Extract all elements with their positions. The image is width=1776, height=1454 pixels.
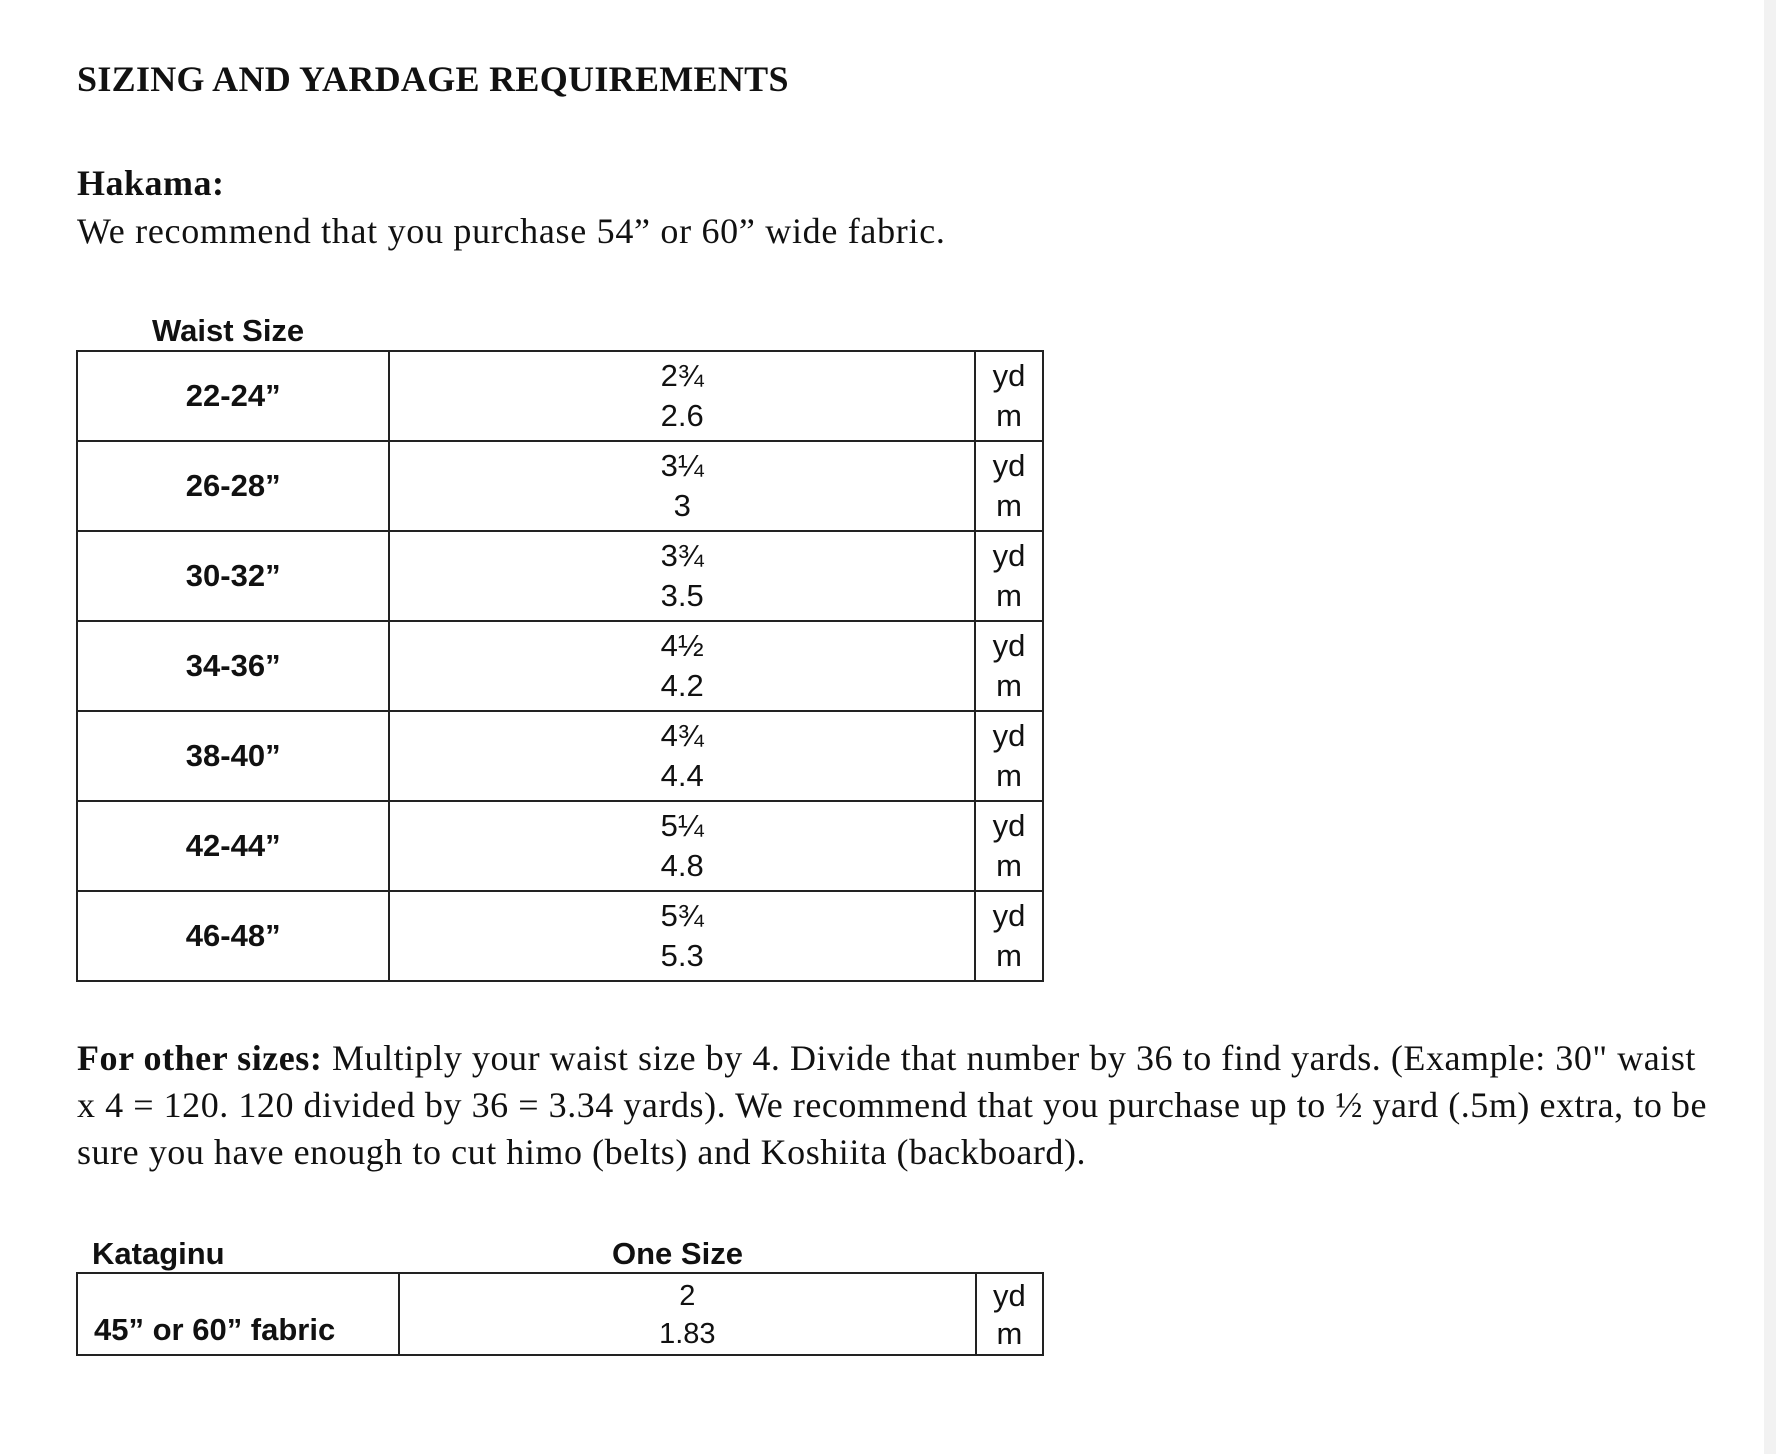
kataginu-yardage-table: [76, 1272, 1044, 1356]
waist-size-cell: 42-44”: [77, 801, 389, 891]
yd-value: 3¾: [660, 538, 704, 573]
other-sizes-text: Multiply your waist size by 4. Divide that number by 36 to find yards. (Example: 30" waist x 4 = 120. 120 divided by 36 = 3.34 yards). We recommend that you purchase up to ½ yard (.5m) extra, to be sure you have enough to cut himo (belts) and Koshiita (backboard).: [77, 1038, 1707, 1172]
yardage-value-cell: [389, 441, 975, 531]
yardage-value-cell: [389, 531, 975, 621]
other-sizes-label: For other sizes:: [77, 1038, 323, 1078]
unit-m: m: [996, 758, 1022, 793]
kataginu-value-cell: [399, 1273, 976, 1355]
yd-value: 5¼: [660, 808, 704, 843]
m-value: 2.6: [660, 398, 704, 433]
unit-cell: [975, 531, 1043, 621]
unit-m: m: [996, 848, 1022, 883]
unit-cell: [975, 621, 1043, 711]
page-title: SIZING AND YARDAGE REQUIREMENTS: [77, 59, 789, 99]
other-sizes-paragraph: [77, 1035, 1717, 1176]
m-value: 4.2: [660, 668, 704, 703]
table-row: [77, 801, 1043, 891]
waist-size-cell: 34-36”: [77, 621, 389, 711]
m-value: 3.5: [660, 578, 704, 613]
unit-cell: [975, 351, 1043, 441]
unit-yd: yd: [992, 898, 1026, 933]
unit-yd: yd: [992, 718, 1026, 753]
unit-m: m: [996, 938, 1022, 973]
hakama-heading: Hakama:: [77, 163, 225, 203]
yd-value: 4½: [660, 628, 704, 663]
unit-yd: yd: [992, 538, 1026, 573]
yd-value: 5¾: [660, 898, 704, 933]
unit-yd: yd: [992, 358, 1026, 393]
page-edge: [1764, 0, 1776, 1454]
m-value: 4.8: [660, 848, 704, 883]
table-row: [77, 531, 1043, 621]
waist-size-cell: 30-32”: [77, 531, 389, 621]
unit-yd: yd: [992, 448, 1026, 483]
yardage-value-cell: [389, 621, 975, 711]
kataginu-m-value: 1.83: [659, 1318, 716, 1350]
unit-m: m: [996, 578, 1022, 613]
table-row: [77, 351, 1043, 441]
yardage-value-cell: [389, 891, 975, 981]
table-row: [77, 711, 1043, 801]
table-row: [77, 1273, 1043, 1355]
yd-value: 3¼: [660, 448, 704, 483]
kataginu-unit-cell: [976, 1273, 1043, 1355]
yd-value: 2¾: [660, 358, 704, 393]
unit-m: m: [996, 668, 1022, 703]
unit-cell: [975, 891, 1043, 981]
m-value: 4.4: [660, 758, 704, 793]
hakama-intro: We recommend that you purchase 54” or 60” wide fabric.: [77, 211, 946, 251]
yd-value: 4¾: [660, 718, 704, 753]
yardage-value-cell: [389, 711, 975, 801]
hakama-yardage-table: [76, 350, 1044, 982]
unit-m: m: [996, 398, 1022, 433]
waist-size-cell: 46-48”: [77, 891, 389, 981]
m-value: 3: [673, 488, 691, 523]
unit-cell: [975, 441, 1043, 531]
table-row: [77, 441, 1043, 531]
waist-size-cell: 38-40”: [77, 711, 389, 801]
kataginu-fabric-cell: 45” or 60” fabric: [77, 1273, 399, 1355]
unit-m: m: [996, 1316, 1023, 1351]
unit-m: m: [996, 488, 1022, 523]
unit-yd: yd: [992, 628, 1026, 663]
table-row: [77, 621, 1043, 711]
unit-cell: [975, 711, 1043, 801]
unit-cell: [975, 801, 1043, 891]
unit-yd: yd: [992, 808, 1026, 843]
one-size-header: One Size: [612, 1236, 743, 1271]
unit-yd: yd: [992, 1278, 1026, 1313]
waist-size-header: Waist Size: [152, 313, 305, 348]
kataginu-label: Kataginu: [92, 1236, 225, 1271]
waist-size-cell: 26-28”: [77, 441, 389, 531]
yardage-value-cell: [389, 801, 975, 891]
m-value: 5.3: [660, 938, 704, 973]
yardage-value-cell: [389, 351, 975, 441]
kataginu-yd-value: 2: [679, 1280, 696, 1312]
table-row: [77, 891, 1043, 981]
waist-size-cell: 22-24”: [77, 351, 389, 441]
